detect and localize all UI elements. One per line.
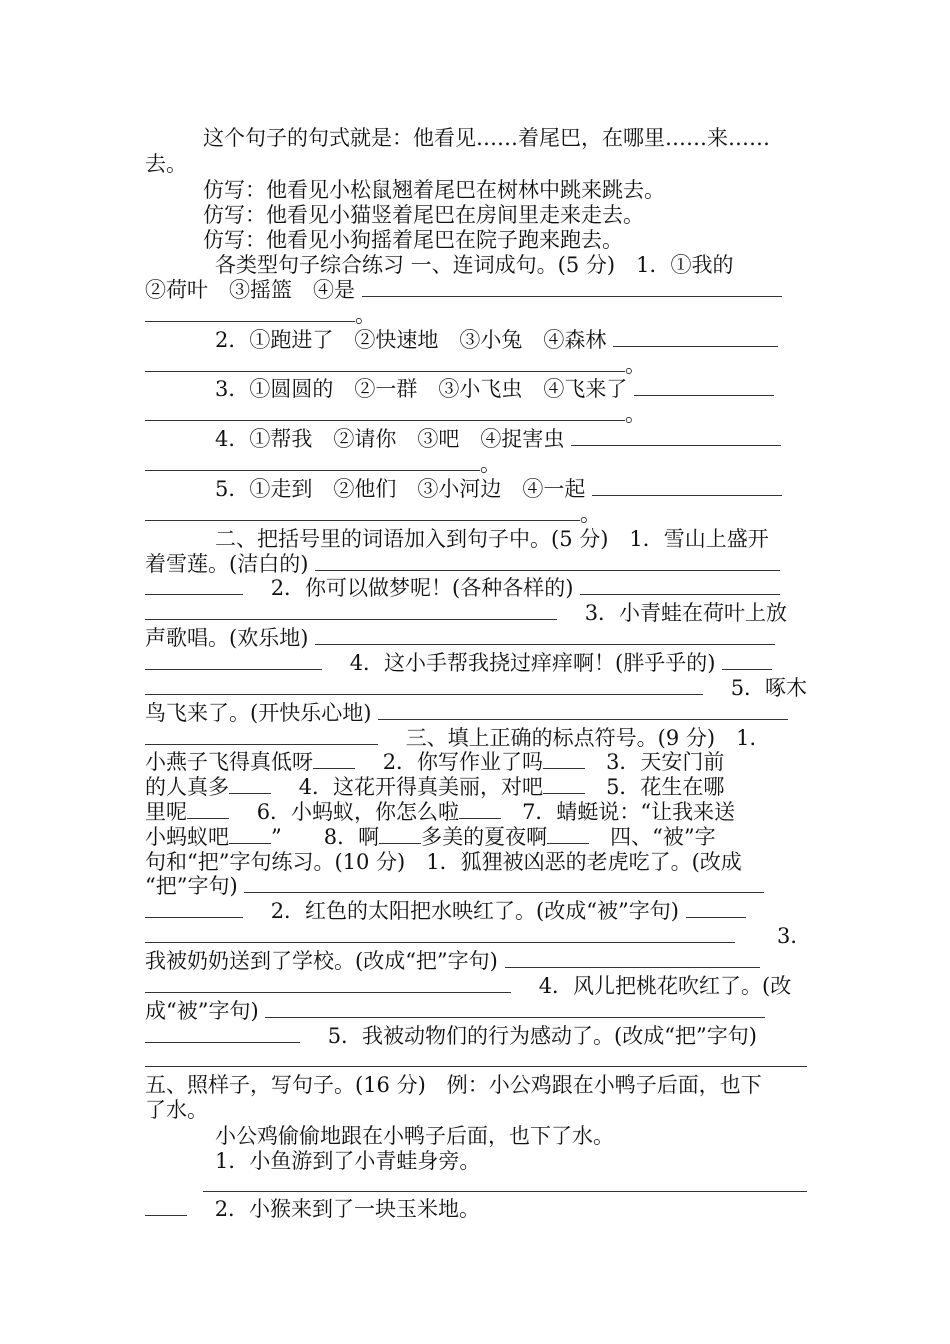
answer-blank[interactable] xyxy=(145,651,322,670)
question-line: 小燕子飞得真低呀 2．你写作业了吗 3．天安门前 xyxy=(145,750,725,774)
answer-blank[interactable] xyxy=(722,651,772,670)
text-line: 仿写：他看见小猫竖着尾巴在房间里走来走去。 xyxy=(203,203,644,227)
answer-blank[interactable] xyxy=(686,899,746,918)
punctuation-blank[interactable] xyxy=(379,825,421,844)
answer-blank[interactable] xyxy=(145,601,557,620)
answer-blank[interactable] xyxy=(145,353,625,372)
answer-blank[interactable] xyxy=(592,477,782,496)
section-heading-3: 三、填上正确的标点符号。(9 分) 1． xyxy=(145,725,807,751)
answer-blank[interactable] xyxy=(145,974,511,993)
question-line: 的人真多 4．这花开得真美丽，对吧 5．花生在哪 xyxy=(145,775,725,799)
answer-blank[interactable] xyxy=(634,377,774,396)
question-line: 5．①走到 ②他们 ③小河边 ④一起 xyxy=(145,476,807,502)
section-heading-2: 二、把括号里的词语加入到句子中。(5 分) 1．雪山上盛开 xyxy=(215,527,769,551)
answer-line[interactable] xyxy=(145,1066,807,1067)
question-line: ②荷叶 ③摇篮 ④是 xyxy=(145,277,807,303)
answer-blank[interactable] xyxy=(145,576,243,595)
question-line: 5．啄木 xyxy=(145,675,807,701)
answer-blank[interactable] xyxy=(145,1024,300,1043)
answer-blank[interactable] xyxy=(145,924,735,943)
question-line: 鸟飞来了。(开快乐心地) xyxy=(145,700,807,726)
answer-blank[interactable] xyxy=(580,576,780,595)
answer-blank[interactable] xyxy=(145,1197,187,1216)
answer-blank[interactable] xyxy=(145,402,625,421)
text-line: 仿写：他看见小松鼠翘着尾巴在树林中跳来跳去。 xyxy=(203,178,665,202)
text-line: 仿写：他看见小狗摇着尾巴在院子跑来跑去。 xyxy=(203,228,623,252)
answer-line[interactable] xyxy=(203,1191,807,1192)
section-heading-4: 句和“把”字句练习。(10 分) 1．狐狸被凶恶的老虎吃了。(改成 xyxy=(145,850,742,874)
text-line: 去。 xyxy=(145,152,187,176)
punctuation-blank[interactable] xyxy=(187,800,229,819)
question-line: 4．风儿把桃花吹红了。(改 xyxy=(145,973,807,999)
question-line: 4．这小手帮我挠过痒痒啊！(胖乎乎的) xyxy=(145,650,807,676)
answer-blank[interactable] xyxy=(362,278,782,297)
question-line: 里呢 6．小蚂蚁，你怎么啦 7．蜻蜓说：“让我来送 xyxy=(145,800,736,824)
section-heading-1: 各类型句子综合练习 一、连词成句。(5 分) 1．①我的 xyxy=(215,253,734,277)
answer-blank[interactable] xyxy=(571,427,781,446)
question-line: 3．①圆圆的 ②一群 ③小飞虫 ④飞来了 xyxy=(145,376,807,402)
question-line: 。 xyxy=(145,451,807,477)
section-heading-5: 五、照样子，写句子。(16 分) 例：小公鸡跟在小鸭子后面，也下 xyxy=(145,1073,762,1097)
answer-blank[interactable] xyxy=(378,701,788,720)
question-line: “把”字句) xyxy=(145,873,807,899)
punctuation-blank[interactable] xyxy=(229,825,271,844)
punctuation-blank[interactable] xyxy=(313,750,355,769)
text-line: 这个句子的句式就是：他看见……着尾巴，在哪里……来…… xyxy=(203,126,770,150)
answer-blank[interactable] xyxy=(244,874,764,893)
punctuation-blank[interactable] xyxy=(459,800,501,819)
question-line: 3．小青蛙在荷叶上放 xyxy=(145,600,807,626)
answer-blank[interactable] xyxy=(505,949,760,968)
question-line: 。 xyxy=(145,302,807,328)
answer-blank[interactable] xyxy=(145,899,243,918)
question-line: 我被奶奶送到了学校。(改成“把”字句) xyxy=(145,948,807,974)
answer-blank[interactable] xyxy=(315,552,780,571)
example-sentence: 小公鸡偷偷地跟在小鸭子后面，也下了水。 xyxy=(215,1124,614,1148)
question-line: 2．小猴来到了一块玉米地。 xyxy=(145,1196,807,1222)
answer-blank[interactable] xyxy=(145,676,703,695)
answer-blank[interactable] xyxy=(145,303,355,322)
punctuation-blank[interactable] xyxy=(543,750,585,769)
question-line: 2．红色的太阳把水映红了。(改成“被”字句) xyxy=(145,898,807,924)
punctuation-blank[interactable] xyxy=(547,825,589,844)
question-line: 。 xyxy=(145,401,807,427)
question-line: 3． xyxy=(145,923,807,949)
punctuation-blank[interactable] xyxy=(229,775,271,794)
question-line: 小蚂蚁吧 ” 8．啊 多美的夏夜啊 四、“被”字 xyxy=(145,825,716,849)
question-line: 1．小鱼游到了小青蛙身旁。 xyxy=(215,1149,481,1173)
question-line: 4．①帮我 ②请你 ③吧 ④捉害虫 xyxy=(145,426,807,452)
question-line: 成“被”字句) xyxy=(145,998,807,1024)
answer-blank[interactable] xyxy=(145,502,580,521)
answer-blank[interactable] xyxy=(145,726,378,745)
question-line: 。 xyxy=(145,501,807,527)
question-line: 2．①跑进了 ②快速地 ③小兔 ④森林 xyxy=(145,327,807,353)
text-line: 了水。 xyxy=(145,1098,208,1122)
question-line: 。 xyxy=(145,352,807,378)
answer-blank[interactable] xyxy=(315,626,775,645)
question-line: 着雪莲。(洁白的) xyxy=(145,551,807,577)
question-line: 声歌唱。(欢乐地) xyxy=(145,625,807,651)
question-line: 2．你可以做梦呢！(各种各样的) xyxy=(145,575,807,601)
answer-blank[interactable] xyxy=(613,328,778,347)
answer-blank[interactable] xyxy=(145,452,480,471)
question-line: 5．我被动物们的行为感动了。(改成“把”字句) xyxy=(145,1023,807,1049)
punctuation-blank[interactable] xyxy=(543,775,585,794)
answer-blank[interactable] xyxy=(265,999,765,1018)
